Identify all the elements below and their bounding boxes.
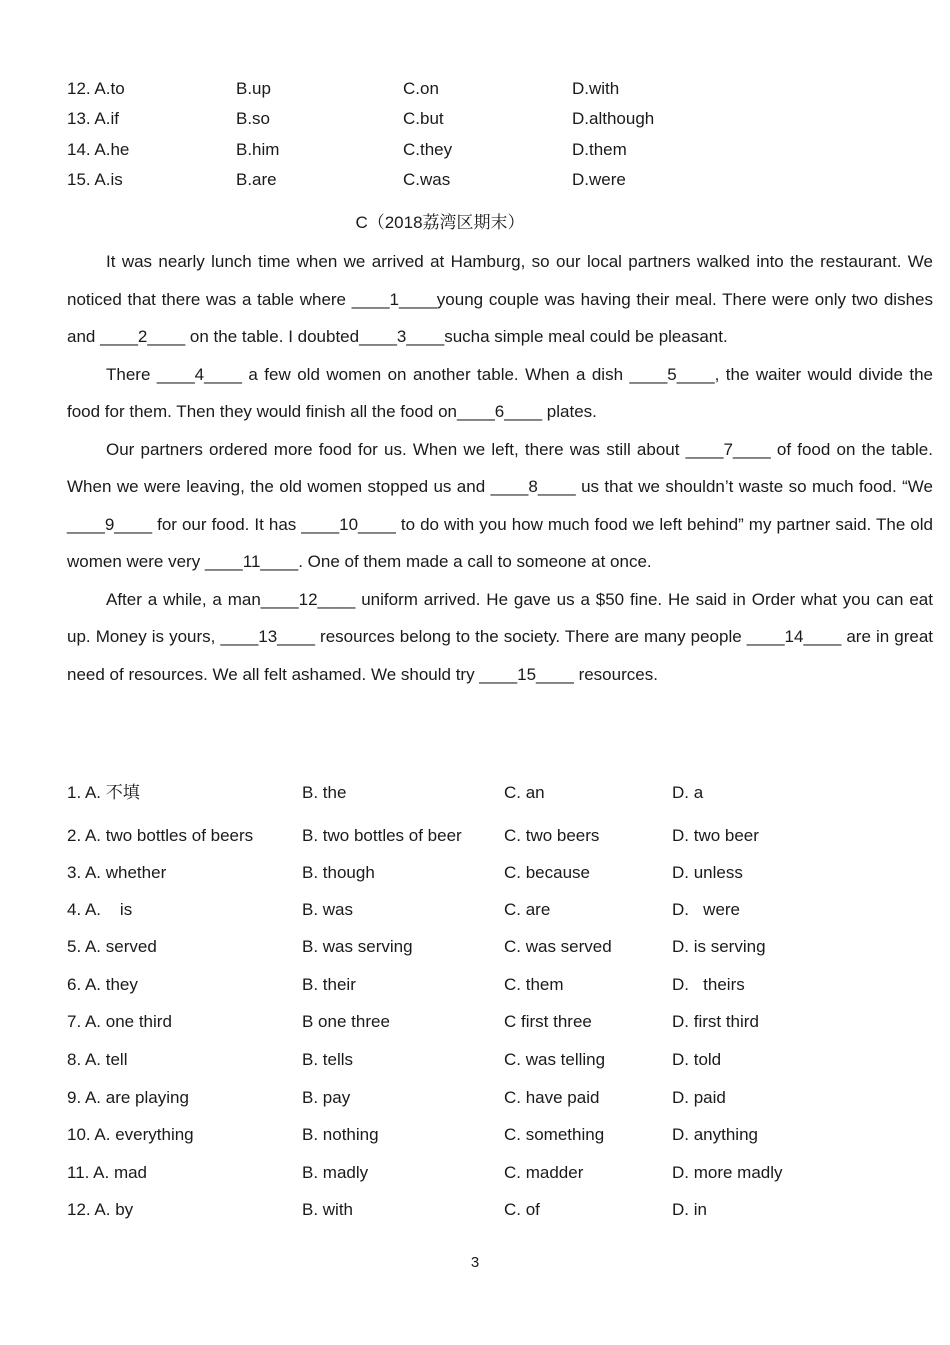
option-c: C. an (504, 783, 545, 802)
option-a: 15. A.is (67, 170, 123, 189)
passage-paragraph: After a while, a man____12____ uniform arrived. He gave us a $50 fine. He said in Order what you can eat up. Money is yours, ____13____ resources belong to the society. There are many people ____14____ are in great need of resources. We all felt ashamed. We should try ____15____ resources. (67, 589, 933, 684)
option-d: D. in (672, 1200, 707, 1219)
option-b: B.so (236, 109, 271, 128)
option-c: C. have paid (504, 1088, 600, 1107)
page-number: 3 (470, 1254, 480, 1271)
option-d: D. two beer (672, 826, 759, 845)
option-d: D. anything (672, 1125, 758, 1144)
cloze-passage (67, 243, 933, 693)
option-a: 12. A.to (67, 79, 125, 98)
option-c: C. them (504, 975, 564, 994)
option-b: B.up (236, 79, 271, 98)
option-a: 6. A. they (67, 975, 138, 994)
option-d: D. paid (672, 1088, 726, 1107)
option-a: 3. A. whether (67, 863, 167, 882)
option-b: B. was serving (302, 937, 413, 956)
option-b: B. though (302, 863, 375, 882)
option-b: B. with (302, 1200, 354, 1219)
option-d: D.although (572, 109, 655, 128)
option-b: B.him (236, 140, 280, 159)
option-c: C. two beers (504, 826, 600, 845)
option-b: B. pay (302, 1088, 351, 1107)
option-c: C.on (403, 79, 439, 98)
option-a: 12. A. by (67, 1200, 134, 1219)
option-d: D. more madly (672, 1163, 783, 1182)
option-a: 9. A. are playing (67, 1088, 189, 1107)
option-a: 2. A. two bottles of beers (67, 826, 254, 845)
option-d: D. first third (672, 1012, 759, 1031)
option-d: D. theirs (672, 975, 745, 994)
option-c: C.was (403, 170, 451, 189)
option-c: C. of (504, 1200, 540, 1219)
option-b: B. tells (302, 1050, 354, 1069)
option-a: 8. A. tell (67, 1050, 128, 1069)
passage-paragraph: There ____4____ a few old women on another table. When a dish ____5____, the waiter would divide the food for them. Then they would finish all the food on____6____ plates. (67, 364, 933, 421)
option-a: 10. A. everything (67, 1125, 194, 1144)
option-b: B. the (302, 783, 347, 802)
option-a: 4. A. is (67, 900, 133, 919)
option-d: D. told (672, 1050, 722, 1069)
option-c: C first three (504, 1012, 592, 1031)
option-c: C.they (403, 140, 453, 159)
option-c: C. was served (504, 937, 612, 956)
option-a: 5. A. served (67, 937, 157, 956)
option-c: C. madder (504, 1163, 584, 1182)
option-b: B. two bottles of beer (302, 826, 462, 845)
passage-paragraph: Our partners ordered more food for us. When we left, there was still about ____7____ of food on the table. When we were leaving, the old women stopped us and ____8____ us that we shouldn’t waste so much food. “We ____9____ for our food. It has ____10____ to do with you how much food we left behind” my partner said. The old women were very ____11____. One of them made a call to someone at once. (67, 439, 933, 571)
option-d: D.were (572, 170, 626, 189)
option-a: 1. A. 不填 (67, 783, 140, 802)
option-d: D. unless (672, 863, 743, 882)
option-c: C. because (504, 863, 590, 882)
option-b: B. was (302, 900, 354, 919)
option-a: 7. A. one third (67, 1012, 172, 1031)
option-d: D.with (572, 79, 620, 98)
option-a: 13. A.if (67, 109, 119, 128)
section-title: C（2018荔湾区期末） (355, 213, 525, 232)
option-d: D. a (672, 783, 704, 802)
option-d: D.them (572, 140, 627, 159)
option-b: B. their (302, 975, 356, 994)
option-b: B.are (236, 170, 277, 189)
option-d: D. were (672, 900, 741, 919)
option-c: C.but (403, 109, 444, 128)
option-b: B one three (302, 1012, 390, 1031)
option-d: D. is serving (672, 937, 766, 956)
option-c: C. something (504, 1125, 605, 1144)
option-a: 11. A. mad (67, 1163, 148, 1182)
option-c: C. are (504, 900, 551, 919)
passage-paragraph: It was nearly lunch time when we arrived at Hamburg, so our local partners walked into the restaurant. We noticed that there was a table where ____1____young couple was having their meal. There were only two dishes and ____2____ on the table. I doubted____3____sucha simple meal could be pleasant. (67, 252, 933, 346)
option-a: 14. A.he (67, 140, 130, 159)
option-b: B. madly (302, 1163, 369, 1182)
option-c: C. was telling (504, 1050, 606, 1069)
option-b: B. nothing (302, 1125, 379, 1144)
